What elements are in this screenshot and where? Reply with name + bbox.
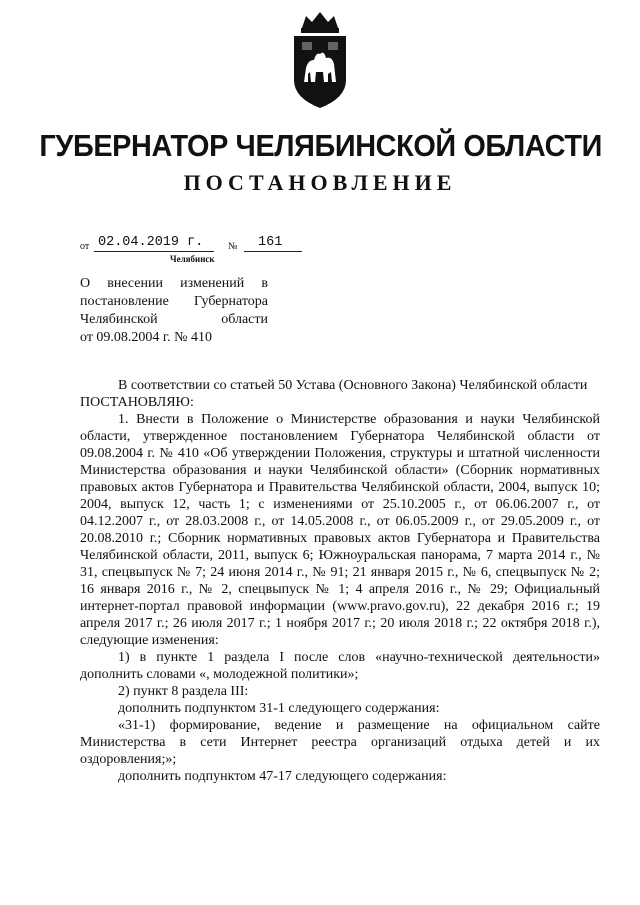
number-underline: [244, 251, 302, 252]
decree-word: ПОСТАНОВЛЯЮ:: [80, 395, 194, 410]
subject-line: постановление Губернатора: [80, 294, 268, 309]
number-prefix: №: [228, 241, 238, 252]
document-body: [80, 377, 600, 785]
document-date: 02.04.2019 г.: [98, 235, 204, 250]
date-prefix: от: [80, 241, 90, 252]
subject-line: Челябинской области: [80, 312, 268, 327]
subitem-2b-paragraph: дополнить подпунктом 47-17 следующего содержания:: [118, 769, 447, 784]
subitem-2a-text-paragraph: «31-1) формирование, ведение и размещение на официальном сайте Министерства в сети Интернет реестра организаций отдыха детей и их оздоровления;»;: [80, 718, 600, 767]
coat-of-arms-icon: [288, 8, 352, 112]
governor-title: ГУБЕРНАТОР ЧЕЛЯБИНСКОЙ ОБЛАСТИ: [39, 128, 602, 163]
document-subject: [80, 275, 268, 347]
issue-city: Челябинск: [170, 254, 215, 264]
document-type: ПОСТАНОВЛЕНИЕ: [183, 170, 457, 195]
subject-line: О внесении изменений в: [80, 276, 268, 291]
document-number: 161: [258, 235, 283, 250]
subitem-2a-paragraph: дополнить подпунктом 31-1 следующего содержания:: [118, 701, 440, 716]
preamble-paragraph: В соответствии со статьей 50 Устава (Основного Закона) Челябинской области: [118, 378, 588, 393]
item-1-paragraph: 1. Внести в Положение о Министерстве образования и науки Челябинской области, утвержденное постановлением Губернатора Челябинской области от 09.08.2004 г. № 410 «Об утверждении Положения, структуры и штатной численности Министерства образования и науки Челябинской области» (Сборник нормативных правовых актов Губернатора и Правительства Челябинской области, 2004, выпуск 10; 2004, выпуск 12, часть 1; с изменениями от 25.10.2005 г., от 06.06.2007 г., от 04.12.2007 г., от 28.03.2008 г., от 14.05.2008 г., от 06.05.2009 г., от 29.05.2009 г., от 20.08.2010 г.; Сборник нормативных правовых актов Губернатора и Правительства Челябинской области, 2011, выпуск 6; Южноуральская панорама, 7 марта 2014 г., № 31, спецвыпуск № 7; 24 июня 2014 г., № 91; 21 января 2015 г., № 6, спецвыпуск № 2; 16 января 2016 г., № 2, спецвыпуск № 1; 4 апреля 2016 г., № 29; Официальный интернет-портал правовой информации (www.pravo.gov.ru), 22 декабря 2016 г.; 19 апреля 2017 г.; 26 июля 2017 г.; 1 ноября 2017 г.; 20 июля 2018 г.; 22 октября 2018 г.), следующие изменения:: [80, 412, 600, 648]
subject-line: от 09.08.2004 г. № 410: [80, 330, 212, 345]
subitem-2-paragraph: 2) пункт 8 раздела III:: [118, 684, 249, 699]
date-underline: [94, 251, 214, 252]
subitem-1-paragraph: 1) в пункте 1 раздела I после слов «научно-технической деятельности» дополнить словами «, молодежной политики»;: [80, 650, 600, 682]
